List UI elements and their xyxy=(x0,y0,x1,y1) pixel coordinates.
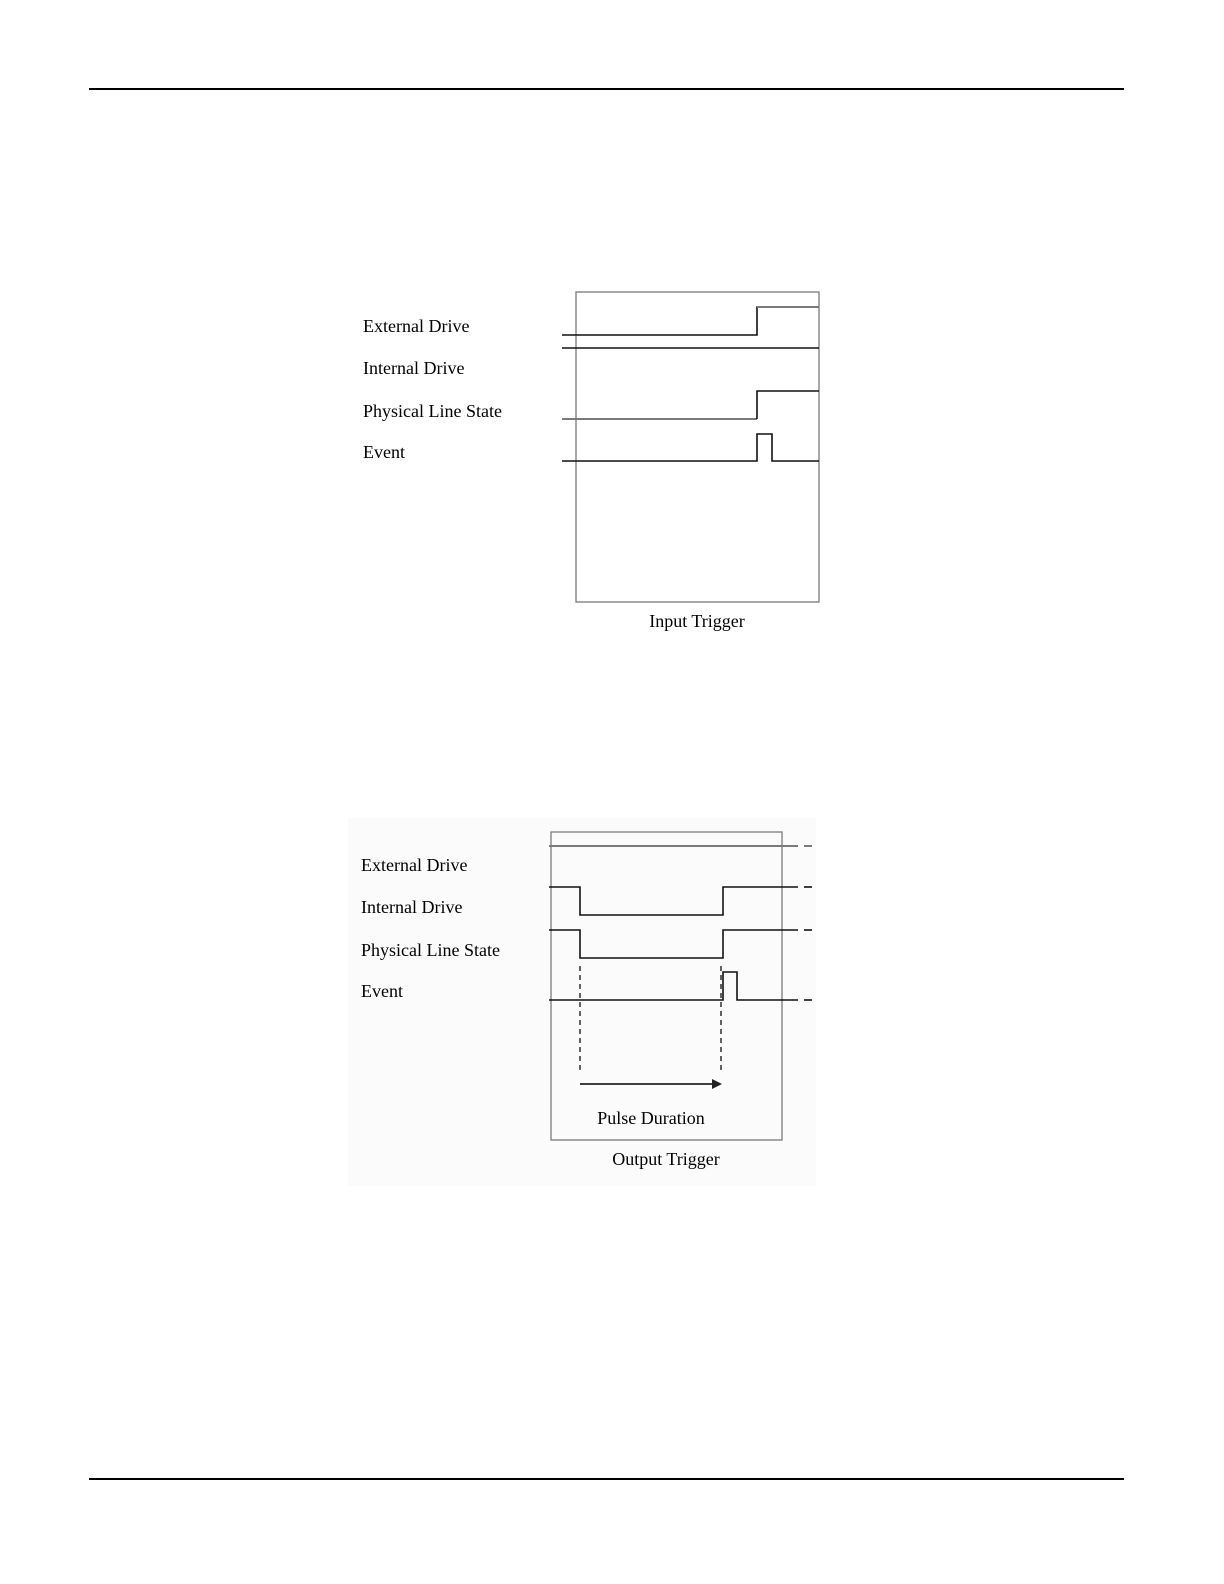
output-label-internal-drive: Internal Drive xyxy=(361,897,463,917)
output-label-physical-line-state: Physical Line State xyxy=(361,940,500,960)
output-trigger-caption: Output Trigger xyxy=(612,1149,720,1169)
input-wave-event xyxy=(562,434,819,461)
input-trigger-caption: Input Trigger xyxy=(649,611,745,631)
input-label-event: Event xyxy=(363,442,405,462)
input-wave-physical-line-state xyxy=(757,391,819,419)
input-trigger-frame xyxy=(576,292,819,602)
input-label-internal-drive: Internal Drive xyxy=(363,358,465,378)
output-trigger-diagram xyxy=(348,818,816,1186)
input-label-external-drive: External Drive xyxy=(363,316,470,336)
pulse-duration-label: Pulse Duration xyxy=(597,1108,705,1128)
output-label-event: Event xyxy=(361,981,403,1001)
input-trigger-diagram xyxy=(363,292,819,631)
input-wave-external-drive xyxy=(562,307,819,335)
output-label-external-drive: External Drive xyxy=(361,855,468,875)
input-label-physical-line-state: Physical Line State xyxy=(363,401,502,421)
